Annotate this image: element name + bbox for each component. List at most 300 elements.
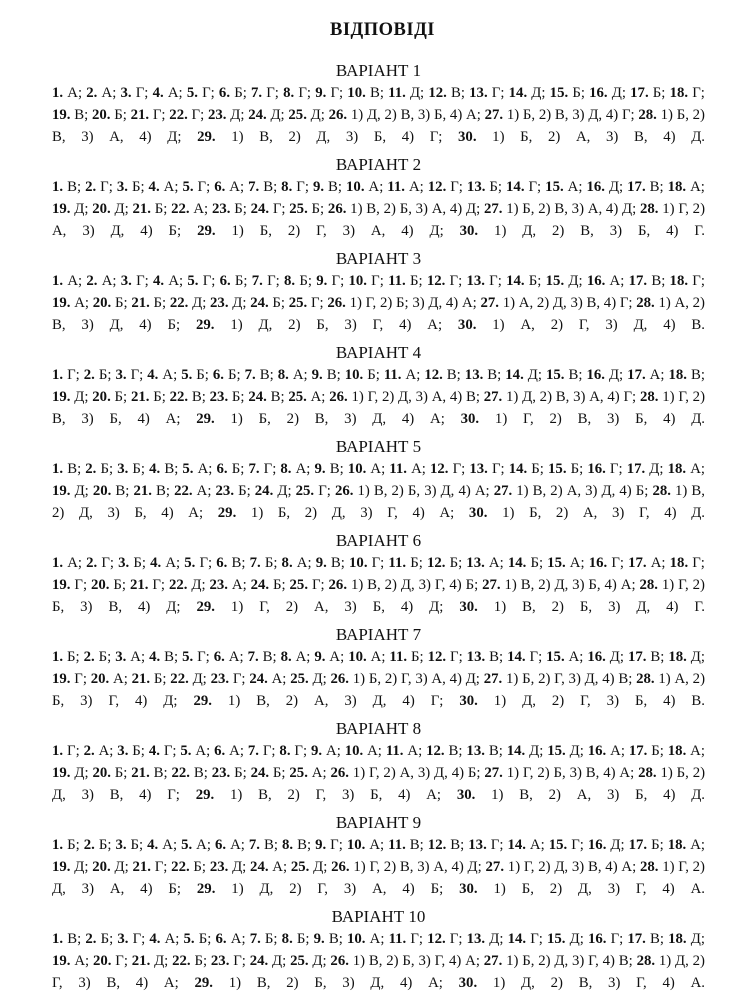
question-number: 15.: [545, 367, 565, 383]
answer-value: Д;: [70, 389, 93, 405]
answer-value: 1) Г, 2) Б; 3) Д, 4) А;: [345, 295, 481, 311]
question-number: 7.: [247, 743, 259, 759]
question-number: 19.: [52, 671, 71, 687]
question-number: 30.: [457, 317, 477, 333]
question-number: 20.: [90, 671, 110, 687]
question-number: 30.: [458, 129, 477, 145]
answer-value: Б;: [295, 273, 317, 289]
question-number: 8.: [281, 837, 294, 853]
question-number: 27.: [493, 483, 513, 499]
answer-value: А;: [163, 85, 187, 101]
answer-value: Г;: [229, 671, 250, 687]
question-number: 8.: [283, 85, 295, 101]
answer-value: Б;: [190, 953, 211, 969]
question-number: 20.: [92, 765, 111, 781]
answer-value: А;: [686, 743, 705, 759]
answer-value: А;: [192, 483, 216, 499]
question-number: 16.: [587, 743, 607, 759]
question-number: 20.: [92, 107, 111, 123]
question-number: 26.: [327, 295, 346, 311]
question-number: 26.: [329, 389, 348, 405]
answer-value: Б;: [94, 649, 116, 665]
answer-value: Д;: [70, 765, 93, 781]
answer-value: Г;: [262, 85, 284, 101]
question-number: 13.: [466, 649, 486, 665]
answer-value: Д;: [645, 461, 668, 477]
answer-value: Г;: [229, 953, 250, 969]
answer-value: 1) Б, 2) А, 3) В, 4) Д.: [476, 129, 705, 145]
answer-value: Д;: [308, 953, 331, 969]
answer-value: В;: [324, 179, 347, 195]
question-number: 2.: [85, 461, 97, 477]
question-number: 16.: [588, 555, 608, 571]
question-number: 7.: [247, 649, 259, 665]
question-number: 29.: [196, 599, 215, 615]
answer-value: А;: [686, 837, 705, 853]
question-number: 12.: [426, 555, 446, 571]
question-number: 19.: [52, 953, 71, 969]
question-number: 2.: [83, 367, 95, 383]
answer-value: Б;: [647, 743, 668, 759]
question-number: 28.: [638, 107, 657, 123]
answer-value: Д;: [686, 649, 705, 665]
question-number: 7.: [248, 179, 260, 195]
question-number: 14.: [505, 367, 524, 383]
question-number: 26.: [328, 577, 348, 593]
variant-block: [52, 907, 705, 994]
question-number: 14.: [506, 179, 525, 195]
answer-value: 1) Б, 2) Д, 3) В, 4) Г;: [52, 765, 706, 803]
question-number: 6.: [214, 179, 226, 195]
question-number: 18.: [669, 273, 689, 289]
question-number: 18.: [667, 743, 687, 759]
answer-value: Б;: [96, 461, 118, 477]
question-number: 22.: [170, 671, 189, 687]
question-number: 5.: [182, 461, 194, 477]
variant-block: [52, 61, 705, 148]
question-number: 24.: [248, 389, 267, 405]
answer-value: Д;: [306, 107, 329, 123]
answer-value: Б;: [227, 461, 249, 477]
answer-value: Д;: [228, 295, 251, 311]
answer-value: А;: [164, 273, 188, 289]
answer-value: 1) В, 2) Д, 3) Б, 4) А;: [52, 483, 705, 521]
answer-value: Г;: [63, 743, 84, 759]
question-number: 21.: [132, 201, 151, 217]
question-number: 4.: [152, 85, 164, 101]
question-number: 29.: [217, 505, 237, 521]
question-number: 27.: [483, 953, 503, 969]
answer-value: А;: [606, 743, 629, 759]
answer-value: Д;: [525, 743, 548, 759]
question-number: 29.: [193, 693, 212, 709]
answer-value: Г;: [259, 461, 281, 477]
answer-value: Г;: [367, 555, 389, 571]
question-number: 28.: [652, 483, 671, 499]
answer-value: А;: [94, 743, 118, 759]
question-number: 10.: [346, 837, 366, 853]
question-number: 17.: [627, 179, 646, 195]
question-number: 23.: [211, 765, 231, 781]
question-number: 16.: [587, 931, 607, 947]
answer-value: Г;: [131, 273, 153, 289]
answer-value: А;: [192, 837, 215, 853]
answer-value: В;: [111, 483, 134, 499]
answer-value: Д;: [523, 367, 546, 383]
answer-value: А;: [193, 461, 217, 477]
question-number: 3.: [115, 367, 127, 383]
question-number: 23.: [210, 671, 230, 687]
question-number: 15.: [546, 649, 565, 665]
question-number: 3.: [115, 649, 127, 665]
answer-list: [52, 82, 705, 148]
answer-value: Г;: [197, 85, 219, 101]
answer-value: В;: [324, 931, 347, 947]
answer-value: Г;: [131, 85, 153, 101]
answer-list: [52, 458, 705, 524]
answer-value: Б;: [149, 295, 170, 311]
answer-value: В;: [484, 743, 507, 759]
question-number: 15.: [548, 837, 568, 853]
answer-value: Б;: [566, 461, 588, 477]
question-number: 30.: [458, 975, 478, 991]
question-number: 5.: [180, 743, 192, 759]
question-number: 15.: [548, 461, 567, 477]
question-number: 25.: [288, 295, 308, 311]
answer-value: 1) Г, 2) Б, 3) В, 4) А;: [502, 765, 639, 781]
answer-value: В;: [70, 107, 92, 123]
answer-value: Д;: [228, 859, 251, 875]
question-number: 4.: [147, 367, 159, 383]
answer-value: А;: [97, 85, 121, 101]
answer-value: А;: [158, 837, 182, 853]
question-number: 11.: [388, 273, 406, 289]
question-number: 28.: [639, 859, 659, 875]
question-number: 17.: [628, 273, 648, 289]
question-number: 24.: [250, 201, 270, 217]
question-number: 30.: [459, 599, 478, 615]
question-number: 15.: [547, 743, 566, 759]
answer-value: Г;: [486, 837, 508, 853]
question-number: 18.: [667, 179, 687, 195]
answer-value: Б;: [260, 555, 282, 571]
question-number: 5.: [182, 179, 194, 195]
question-number: 3.: [117, 743, 129, 759]
question-number: 11.: [388, 555, 407, 571]
question-number: 2.: [85, 931, 97, 947]
answer-value: Г;: [487, 461, 509, 477]
question-number: 19.: [52, 389, 71, 405]
answer-value: Д;: [605, 649, 628, 665]
variant-block: [52, 531, 705, 618]
question-number: 18.: [668, 931, 687, 947]
question-number: 23.: [209, 859, 229, 875]
answer-value: А;: [161, 555, 185, 571]
variant-title: ВАРІАНТ 8: [335, 719, 422, 738]
answer-value: Г;: [688, 555, 705, 571]
question-number: 11.: [389, 649, 408, 665]
answer-value: В;: [645, 931, 669, 947]
answer-value: Б;: [648, 85, 670, 101]
question-number: 4.: [148, 179, 160, 195]
question-number: 4.: [148, 743, 160, 759]
answer-value: 1) Г, 2) Б, 3) В, 4) Д;: [52, 577, 705, 615]
answer-value: А;: [63, 555, 87, 571]
question-number: 20.: [92, 389, 111, 405]
question-number: 5.: [181, 837, 193, 853]
question-number: 7.: [248, 837, 260, 853]
question-number: 8.: [280, 461, 292, 477]
question-number: 13.: [469, 461, 488, 477]
answer-value: В;: [293, 837, 316, 853]
answer-value: Б;: [269, 577, 290, 593]
answer-value: 1) Б, 2) В, 3) Д, 4) Г;: [503, 107, 639, 123]
question-number: 26.: [330, 765, 349, 781]
question-number: 5.: [184, 555, 196, 571]
variant-block: [52, 625, 705, 712]
question-number: 2.: [86, 273, 98, 289]
question-number: 16.: [586, 273, 606, 289]
answer-value: Г;: [63, 367, 84, 383]
question-number: 20.: [92, 483, 112, 499]
answer-value: 1) Б, 2) Д, 3) Г, 4) А;: [236, 505, 469, 521]
question-number: 12.: [427, 179, 447, 195]
question-number: 23.: [215, 483, 235, 499]
question-number: 13.: [469, 85, 488, 101]
answer-value: 1) В, 2) А, 3) Д, 4) Г;: [211, 693, 460, 709]
question-number: 24.: [248, 107, 267, 123]
answer-value: 1) А, 2) В, 3) Д, 4) Б;: [52, 295, 705, 333]
variants-list: [52, 61, 705, 994]
question-number: 1.: [52, 85, 64, 101]
question-number: 22.: [172, 953, 191, 969]
answer-value: Д;: [226, 107, 249, 123]
answer-value: Б;: [111, 295, 132, 311]
question-number: 21.: [131, 295, 150, 311]
question-number: 22.: [171, 201, 190, 217]
answer-value: В;: [151, 483, 175, 499]
question-number: 28.: [638, 765, 657, 781]
answer-value: Д;: [565, 931, 588, 947]
answer-value: 1) Г, 2) В, 3) Б, 4) Д.: [479, 411, 705, 427]
answer-value: А;: [366, 649, 390, 665]
question-number: 16.: [589, 85, 608, 101]
answer-value: Г;: [327, 273, 349, 289]
question-number: 17.: [628, 555, 647, 571]
question-number: 3.: [115, 837, 127, 853]
question-number: 15.: [546, 931, 566, 947]
question-number: 18.: [669, 85, 689, 101]
answer-value: Г;: [524, 179, 546, 195]
answer-value: В;: [442, 367, 465, 383]
answer-value: Г;: [150, 859, 172, 875]
variant-block: [52, 719, 705, 806]
answer-value: 1) Д, 2) Г, 3) В, 4) А;: [52, 953, 705, 991]
question-number: 25.: [290, 671, 309, 687]
answer-value: 1) В, 2) Б, 3) Д, 4) А;: [353, 483, 494, 499]
question-number: 28.: [636, 295, 655, 311]
question-number: 23.: [210, 953, 230, 969]
answer-value: Б;: [524, 273, 546, 289]
answer-value: В;: [444, 743, 467, 759]
question-number: 26.: [331, 859, 350, 875]
question-number: 28.: [639, 201, 659, 217]
question-number: 20.: [92, 201, 111, 217]
answer-value: Б;: [127, 179, 149, 195]
question-number: 19.: [52, 201, 71, 217]
question-number: 18.: [667, 461, 687, 477]
answer-value: 1) Д, 2) В, 3) А, 4) Г;: [502, 389, 640, 405]
question-number: 13.: [466, 931, 486, 947]
answer-value: 1) В, 2) Д, 3) Б, 4) А;: [500, 577, 640, 593]
answer-value: Г;: [445, 273, 467, 289]
answer-value: 1) Б, 2) В, 3) А, 4) Д;: [502, 201, 640, 217]
question-number: 22.: [171, 859, 190, 875]
answer-value: В;: [446, 837, 469, 853]
answer-value: А;: [63, 273, 87, 289]
answer-value: Б;: [230, 85, 251, 101]
question-number: 24.: [249, 953, 269, 969]
answer-value: А;: [191, 743, 215, 759]
question-number: 14.: [507, 649, 526, 665]
question-number: 26.: [330, 953, 349, 969]
answer-value: А;: [401, 367, 425, 383]
answer-value: Г;: [607, 555, 629, 571]
answer-value: В;: [63, 461, 86, 477]
answer-value: А;: [63, 85, 87, 101]
question-number: 24.: [250, 859, 269, 875]
answer-value: В;: [405, 837, 428, 853]
question-number: 19.: [52, 483, 71, 499]
answer-value: Б;: [110, 107, 131, 123]
answer-value: 1) В, 2) Б, 3) Д, 4) А;: [213, 975, 459, 991]
variant-title: ВАРІАНТ 5: [335, 437, 422, 456]
variant-block: [52, 249, 705, 336]
question-number: 26.: [328, 107, 348, 123]
question-number: 21.: [131, 953, 151, 969]
answer-value: А;: [307, 765, 331, 781]
answer-value: Д;: [485, 931, 508, 947]
question-number: 11.: [388, 85, 406, 101]
question-number: 8.: [281, 179, 293, 195]
question-number: 29.: [195, 317, 215, 333]
answer-value: А;: [160, 931, 184, 947]
question-number: 30.: [459, 881, 478, 897]
answer-value: В;: [365, 85, 389, 101]
question-number: 9.: [311, 743, 323, 759]
answer-value: Г;: [70, 577, 91, 593]
question-number: 14.: [508, 85, 528, 101]
question-number: 21.: [133, 483, 152, 499]
answer-value: Г;: [314, 483, 335, 499]
answer-value: В;: [686, 367, 705, 383]
answer-list: [52, 928, 705, 994]
answer-value: А;: [225, 743, 248, 759]
question-number: 12.: [429, 461, 449, 477]
answer-value: Г;: [606, 931, 628, 947]
answer-value: В;: [322, 367, 345, 383]
question-number: 9.: [314, 649, 326, 665]
answer-value: Г;: [96, 179, 117, 195]
question-number: 20.: [92, 859, 111, 875]
question-number: 2.: [83, 837, 95, 853]
answer-value: 1) Б, 2) В, 3) Д, 4) А;: [214, 411, 461, 427]
question-number: 9.: [311, 367, 323, 383]
answer-value: А;: [292, 555, 316, 571]
question-number: 25.: [290, 953, 309, 969]
answer-list: [52, 176, 705, 242]
question-number: 12.: [424, 367, 443, 383]
question-number: 3.: [120, 273, 132, 289]
answer-value: А;: [225, 179, 249, 195]
answer-value: А;: [158, 367, 182, 383]
question-number: 2.: [83, 649, 95, 665]
answer-value: Д;: [268, 953, 291, 969]
answer-value: Г;: [193, 649, 214, 665]
answer-value: Б;: [527, 461, 549, 477]
question-number: 7.: [250, 85, 263, 101]
variant-block: [52, 813, 705, 900]
answer-value: 1) Д, 2) В, 3) Б, 4) А;: [347, 107, 485, 123]
answer-value: Б;: [110, 765, 132, 781]
question-number: 10.: [348, 649, 367, 665]
question-number: 2.: [83, 743, 95, 759]
question-number: 30.: [468, 505, 488, 521]
answer-value: Б;: [192, 367, 213, 383]
answer-value: А;: [404, 179, 428, 195]
answer-value: А;: [226, 837, 249, 853]
answer-value: Б;: [407, 649, 428, 665]
question-number: 30.: [459, 693, 478, 709]
answer-value: В;: [259, 179, 282, 195]
answer-value: А;: [365, 931, 389, 947]
question-number: 23.: [209, 577, 228, 593]
answer-value: Д;: [564, 273, 587, 289]
question-number: 19.: [52, 859, 71, 875]
question-number: 13.: [466, 555, 485, 571]
answer-list: [52, 740, 705, 806]
question-number: 27.: [484, 765, 503, 781]
answer-value: А;: [686, 461, 705, 477]
question-number: 10.: [347, 461, 367, 477]
answer-value: Б;: [63, 649, 84, 665]
question-number: 27.: [483, 389, 503, 405]
answer-value: Б;: [129, 555, 151, 571]
variant-block: [52, 437, 705, 524]
question-number: 21.: [130, 389, 150, 405]
answer-value: В;: [564, 367, 587, 383]
answer-value: 1) В, 2) Б, 3) Г, 4) А;: [348, 953, 484, 969]
answer-value: Г;: [484, 273, 507, 289]
question-number: 1.: [52, 555, 64, 571]
question-number: 11.: [387, 179, 405, 195]
answer-value: Д;: [187, 577, 210, 593]
answer-value: А;: [605, 273, 629, 289]
question-number: 4.: [152, 273, 165, 289]
question-number: 14.: [507, 931, 527, 947]
question-number: 8.: [279, 743, 291, 759]
answer-value: 1) В, 2) А, 3) Д, 4) Б;: [512, 483, 653, 499]
answer-value: 1) Г, 2) А, 3) Д, 4) Б;: [52, 201, 706, 239]
answer-value: Г;: [198, 273, 220, 289]
question-number: 1.: [52, 461, 64, 477]
answer-value: Г;: [262, 273, 285, 289]
question-number: 15.: [545, 273, 565, 289]
question-number: 10.: [344, 367, 364, 383]
answer-value: В;: [483, 367, 506, 383]
question-number: 6.: [219, 273, 231, 289]
answer-value: А;: [363, 743, 386, 759]
